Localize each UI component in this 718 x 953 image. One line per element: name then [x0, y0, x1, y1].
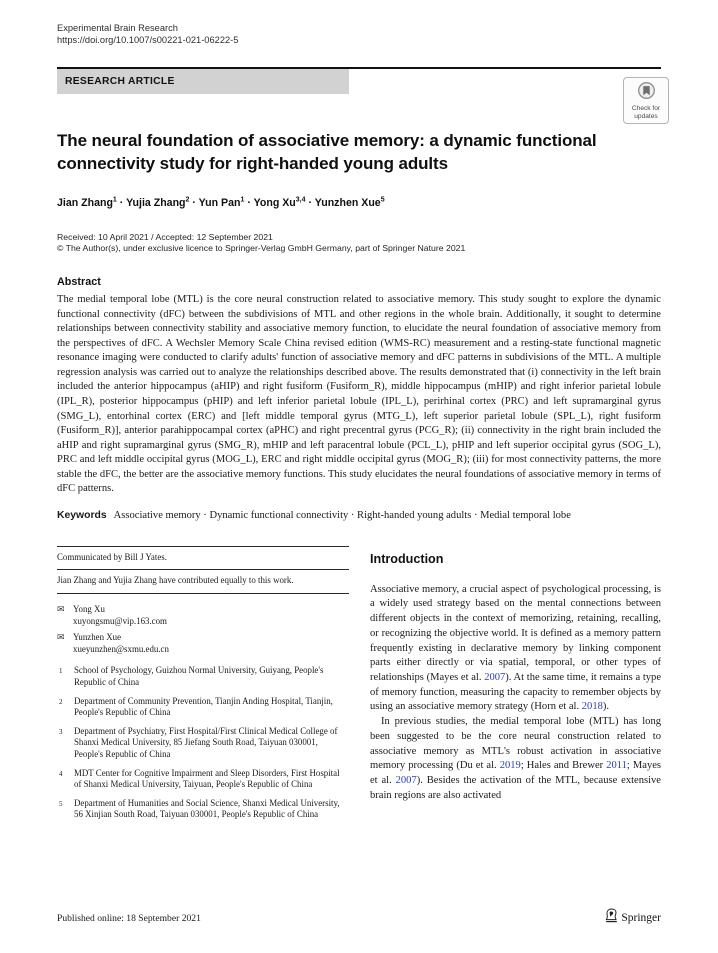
affiliation-number: 5: [59, 799, 63, 808]
doi-text: https://doi.org/10.1007/s00221-021-06222-5: [57, 35, 239, 45]
author: Jian Zhang$^1$: [57, 196, 117, 209]
author: · Yunzhen Xue$^5$: [308, 197, 384, 209]
abstract-heading: Abstract: [57, 276, 101, 289]
author: · Yun Pan$^1$: [192, 197, 244, 209]
author-affiliation-sup: 2: [185, 196, 190, 203]
affiliation-item: [57, 696, 349, 719]
published-online: Published online: 18 September 2021: [57, 912, 201, 924]
author-line: [57, 196, 661, 209]
affiliation-text: MDT Center for Cognitive Impairment and Sleep Disorders, First Hospital of Shanxi Medical University, Taiyuan, People's Republic of China: [74, 767, 340, 790]
article-type-banner: [57, 69, 349, 94]
affiliation-text: Department of Humanities and Social Science, Shanxi Medical University, 56 Xinjian South Road, Taiyuan 030001, People's Republic of China: [74, 797, 340, 820]
affiliation-number: 2: [59, 697, 63, 706]
introduction-paragraph-1: Associative memory, a crucial aspect of psychological processing, is a widely used strategy based on the mental connections between different objects in the context of memorizing, retaining, recalling, or recognizing the objective world. It is defined as a memory pattern frequently existing in declarative memory by linking component parts either directly or via spatial, temporal, or other types of relationships (Mayes et al. 2007). At the same time, it remains a type of memory function, measuring the capacity to remember objects by using an associative memory strategy (Horn et al. 2018).: [370, 583, 662, 713]
article-type-label: RESEARCH ARTICLE: [65, 76, 175, 87]
springer-logo: [605, 908, 661, 928]
equal-contribution-note: Jian Zhang and Yujia Zhang have contributed equally to this work.: [57, 575, 294, 586]
dates-block: [57, 232, 661, 255]
received-accepted: Received: 10 April 2021 / Accepted: 12 September 2021: [57, 231, 273, 242]
keywords-line: [57, 510, 661, 521]
correspondent-name: Yong Xu: [73, 603, 105, 614]
check-for-updates-badge[interactable]: [623, 77, 669, 124]
communicated-by: Communicated by Bill J Yates.: [57, 551, 167, 562]
check-updates-text-1: Check for: [631, 105, 661, 112]
envelope-icon: ✉: [57, 603, 65, 614]
copyright-line: © The Author(s), under exclusive licence to Springer-Verlag GmbH Germany, part of Springer Nature 2021: [57, 242, 466, 253]
affiliation-item: [57, 768, 349, 791]
footnote-column: [57, 546, 349, 828]
abstract-body: The medial temporal lobe (MTL) is the core neural construction related to associative memory. This study sought to explore the dynamic functional connectivity (dFC) between the subdivisions of MTL and other regions in the whole brain. Additionally, it sought to determine relationships between connectivity stability and associative memory function, to elucidate the neural foundation of associative memory from the perspectives of dFC. A Wechsler Memory Scale China revised edition (WMS-RC) measurement and a resting-state functional magnetic resonance imaging were conducted to clarify adults' function of associative memory and dFC patterns in subdivisions of the MTL. A multiple regression analysis was carried out to analyze the relationships described above. The results demonstrated that (i) connectivity in the left brain included the anterior hippocampus (aHIP) and right fusiform (Fusiform_R), middle hippocampus (mHIP) and right inferior parietal lobule (IPL_R), posterior hippocampus (pHIP) and left inferior parietal lobule (IPL_L), perirhinal cortex (PRC) and left supramarginal gyrus (SMG_L), entorhinal cortex (ERC) and [left middle temporal gyrus (MTG_L), left superior parietal lobule (SPL_L), right fusiform (Fusiform_R)], anterior parahippocampal cortex (aPHC) and right precentral gyrus (PCG_R); (ii) connectivity in the right brain included the aHIP and right supramarginal gyrus (SMG_R), mHIP and left paracentral lobule (PCL_L), pHIP and left superior occipital gyrus (SOG_L), PRC and left middle occipital gyrus (MOG_L), ERC and right middle occipital gyrus (MOG_R); (iii) for most connectivity patterns, the more stable the dFC, the better are the associative memory functions. This study elucidates the neural foundations of associative memory in terms of dFC patterns.: [57, 294, 661, 495]
affiliation-text: Department of Community Prevention, Tianjin Anding Hospital, Tianjin, People's Republic of China: [74, 695, 333, 718]
introduction-heading: Introduction: [370, 551, 444, 566]
affiliation-text: Department of Psychiatry, First Hospital/First Clinical Medical College of Shanxi Medical University, 85 Jiefang South Road, Taiyuan 030001, People's Republic of China: [74, 725, 338, 759]
envelope-icon: ✉: [57, 632, 65, 643]
check-updates-text-2: updates: [634, 112, 658, 120]
paper-title: The neural foundation of associative memory: a dynamic functional connectivity study for right-handed young adults: [57, 131, 597, 173]
abstract-section: [57, 276, 661, 497]
citation-link[interactable]: 2011: [606, 760, 627, 772]
header-rule-row: [57, 67, 661, 120]
citation-link[interactable]: 2018: [581, 701, 603, 713]
keywords-text: Associative memory · Dynamic functional connectivity · Right-handed young adults · Medial temporal lobe: [113, 509, 571, 521]
introduction-paragraph-2: In previous studies, the medial temporal lobe (MTL) has long been suggested to be the core neural construction related to associative memory as MTL's robust activation in associative memory processing (Du et al. 2019; Hales and Brewer 2011; Mayes et al. 2007). Besides the activation of the MTL, because extensive brain regions are also activated: [370, 716, 662, 801]
two-column-section: [57, 546, 661, 828]
author: · Yong Xu$^{3,4}$: [247, 197, 305, 209]
affiliation-number: 1: [59, 667, 63, 676]
affiliation-list: [57, 665, 349, 821]
affiliation-item: [57, 665, 349, 688]
author-affiliation-sup: 1: [112, 196, 117, 203]
page-footer: [57, 908, 661, 928]
footnote-rule: [57, 546, 349, 547]
footnote-rule: [57, 593, 349, 594]
correspondent-name: Yunzhen Xue: [73, 632, 122, 643]
correspondence-item: [57, 632, 349, 655]
footnote-rule: [57, 569, 349, 570]
author-affiliation-sup: 5: [380, 196, 385, 203]
author-affiliation-sup: 1: [240, 196, 245, 203]
crossmark-icon: [637, 81, 656, 105]
correspondent-email: xueyunzhen@sxmu.edu.cn: [73, 643, 169, 654]
correspondence-item: [57, 604, 349, 627]
affiliation-text: School of Psychology, Guizhou Normal University, Guiyang, People's Republic of China: [74, 665, 324, 687]
springer-wordmark: Springer: [621, 912, 661, 924]
introduction-column: [370, 546, 661, 828]
citation-link[interactable]: 2007: [484, 672, 506, 683]
author-affiliation-sup: 3,4: [295, 196, 306, 203]
citation-link[interactable]: 2007: [395, 774, 417, 786]
affiliation-number: 3: [59, 727, 63, 736]
journal-name: Experimental Brain Research: [57, 23, 178, 33]
citation-link[interactable]: 2019: [499, 760, 521, 772]
springer-horse-icon: [605, 908, 618, 928]
affiliation-item: [57, 798, 349, 821]
author: · Yujia Zhang$^2$: [120, 197, 190, 209]
correspondent-email: xuyongsmu@vip.163.com: [73, 615, 167, 626]
affiliation-number: 4: [59, 769, 63, 778]
affiliation-item: [57, 726, 349, 761]
keywords-label: Keywords: [57, 509, 107, 521]
correspondence-list: [57, 604, 349, 655]
journal-header: [57, 22, 661, 46]
